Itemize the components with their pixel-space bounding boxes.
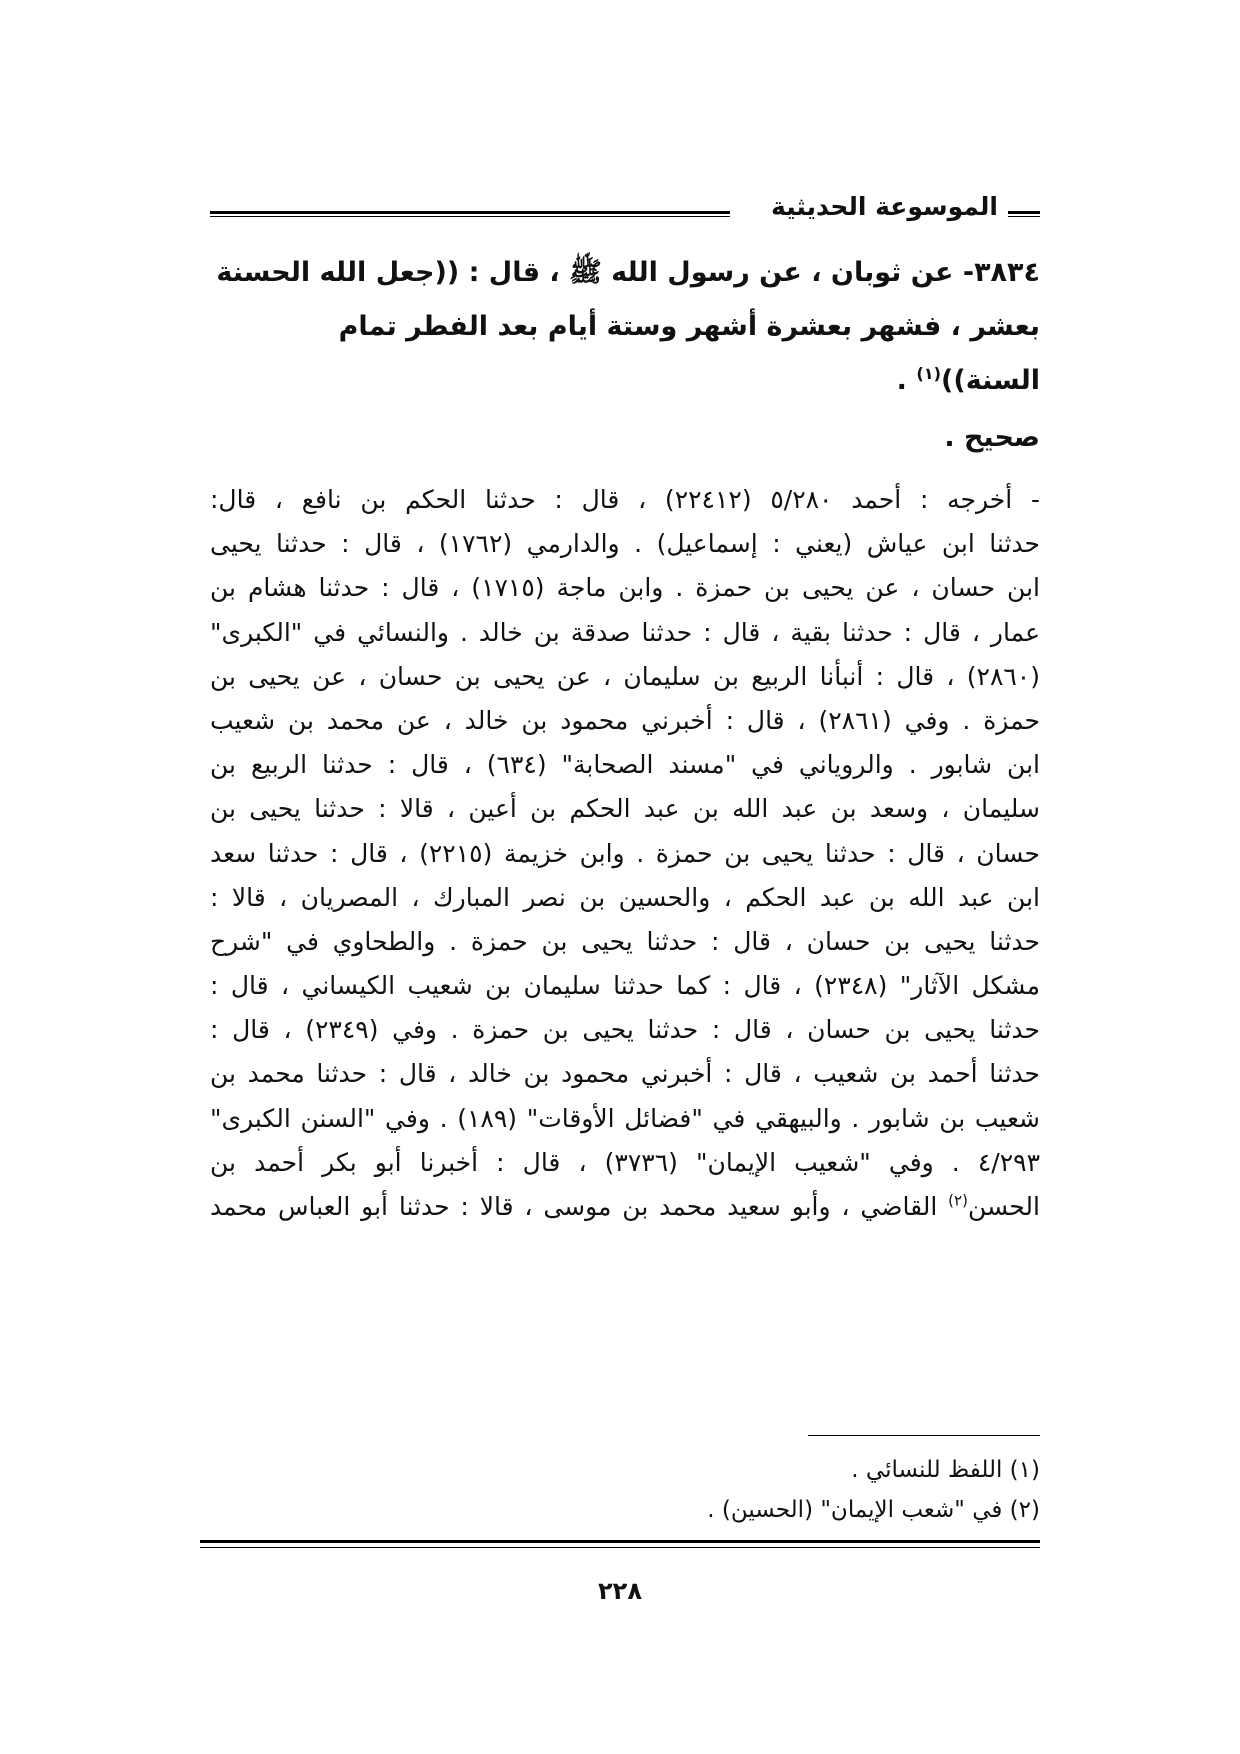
- bottom-rule-thick: [200, 1540, 1040, 1543]
- takhrij-line: حدثنا يحيى بن حسان ، قال : حدثنا يحيى بن حمزة . والطحاوي في "شرح: [210, 926, 1040, 956]
- takhrij-line: شعيب بن شابور . والبيهقي في "فضائل الأوقات" (١٨٩) . وفي "السنن الكبرى": [210, 1103, 1040, 1133]
- takhrij-line: حدثنا يحيى بن حسان ، قال : حدثنا يحيى بن حمزة . وفي (٢٣٤٩) ، قال :: [210, 1015, 1040, 1045]
- hadith-line: [210, 354, 1040, 408]
- header-rule-short: [1006, 211, 1040, 217]
- footnote-separator: [808, 1435, 1040, 1436]
- takhrij-line: حمزة . وفي (٢٨٦١) ، قال : أخبرني محمود بن خالد ، عن محمد بن شعيب: [210, 705, 1040, 735]
- takhrij-line: ابن حسان ، عن يحيى بن حمزة . وابن ماجة (١٧١٥) ، قال : حدثنا هشام بن: [210, 573, 1040, 603]
- hadith-line-end: .: [896, 365, 907, 396]
- header-title: الموسوعة الحديثية: [761, 192, 1008, 221]
- takhrij-line: (٢٨٦٠) ، قال : أنبأنا الربيع بن سليمان ، عن يحيى بن حسان ، عن يحيى بن: [210, 661, 1040, 691]
- takhrij-line: سليمان ، وسعد بن عبد الله بن عبد الحكم بن أعين ، قالا : حدثنا يحيى بن: [210, 794, 1040, 824]
- footnote-ref: (١): [916, 364, 942, 383]
- footnotes: [210, 1450, 1040, 1530]
- footnote-ref: (٢): [948, 1191, 968, 1210]
- takhrij-last-suffix: القاضي ، وأبو سعيد محمد بن موسى ، قالا : حدثنا أبو العباس محمد: [210, 1192, 949, 1221]
- takhrij-last-prefix: الحسن: [967, 1192, 1040, 1221]
- takhrij-line: ابن شابور . والروياني في "مسند الصحابة" (٦٣٤) ، قال : حدثنا الربيع بن: [210, 750, 1040, 780]
- running-header: [210, 192, 1040, 232]
- takhrij-line: مشكل الآثار" (٢٣٤٨) ، قال : كما حدثنا سليمان بن شعيب الكيساني ، قال :: [210, 971, 1040, 1001]
- bottom-rule-thin: [200, 1547, 1040, 1548]
- hadith-line: ٣٨٣٤- عن ثوبان ، عن رسول الله ﷺ ، قال : ((جعل الله الحسنة: [216, 257, 1040, 288]
- header-rule-long: [210, 211, 730, 217]
- footnote: (٢) في "شعب الإيمان" (الحسين) .: [707, 1497, 1040, 1523]
- page-number: ٢٢٨: [598, 1577, 642, 1605]
- takhrij-line: عمار ، قال : حدثنا بقية ، قال : حدثنا صدقة بن خالد . والنسائي في "الكبرى": [210, 617, 1040, 647]
- takhrij-line: [210, 1185, 1040, 1229]
- takhrij-line: حدثنا ابن عياش (يعني : إسماعيل) . والدارمي (١٧٦٢) ، قال : حدثنا يحيى: [210, 529, 1040, 559]
- takhrij-line: - أخرجه : أحمد ٥/٢٨٠ (٢٢٤١٢) ، قال : حدثنا الحكم بن نافع ، قال:: [210, 485, 1040, 514]
- hadith-grade: صحيح .: [944, 422, 1040, 453]
- takhrij-line: ابن عبد الله بن عبد الحكم ، والحسين بن نصر المبارك ، المصريان ، قالا :: [210, 882, 1040, 912]
- takhrij-line: حسان ، قال : حدثنا يحيى بن حمزة . وابن خزيمة (٢٢١٥) ، قال : حدثنا سعد: [210, 838, 1040, 868]
- takhrij-line: حدثنا أحمد بن شعيب ، قال : أخبرني محمود بن خالد ، قال : حدثنا محمد بن: [210, 1059, 1040, 1089]
- hadith-line-text: السنة)): [941, 365, 1040, 396]
- takhrij-text: [210, 478, 1040, 1229]
- hadith-line: بعشر ، فشهر بعشرة أشهر وستة أيام بعد الفطر تمام: [338, 311, 1040, 342]
- hadith-text: [210, 246, 1040, 408]
- takhrij-line: ٤/٢٩٣ . وفي "شعيب الإيمان" (٣٧٣٦) ، قال : أخبرنا أبو بكر أحمد بن: [210, 1147, 1040, 1177]
- footnote: (١) اللفظ للنسائي .: [851, 1457, 1040, 1483]
